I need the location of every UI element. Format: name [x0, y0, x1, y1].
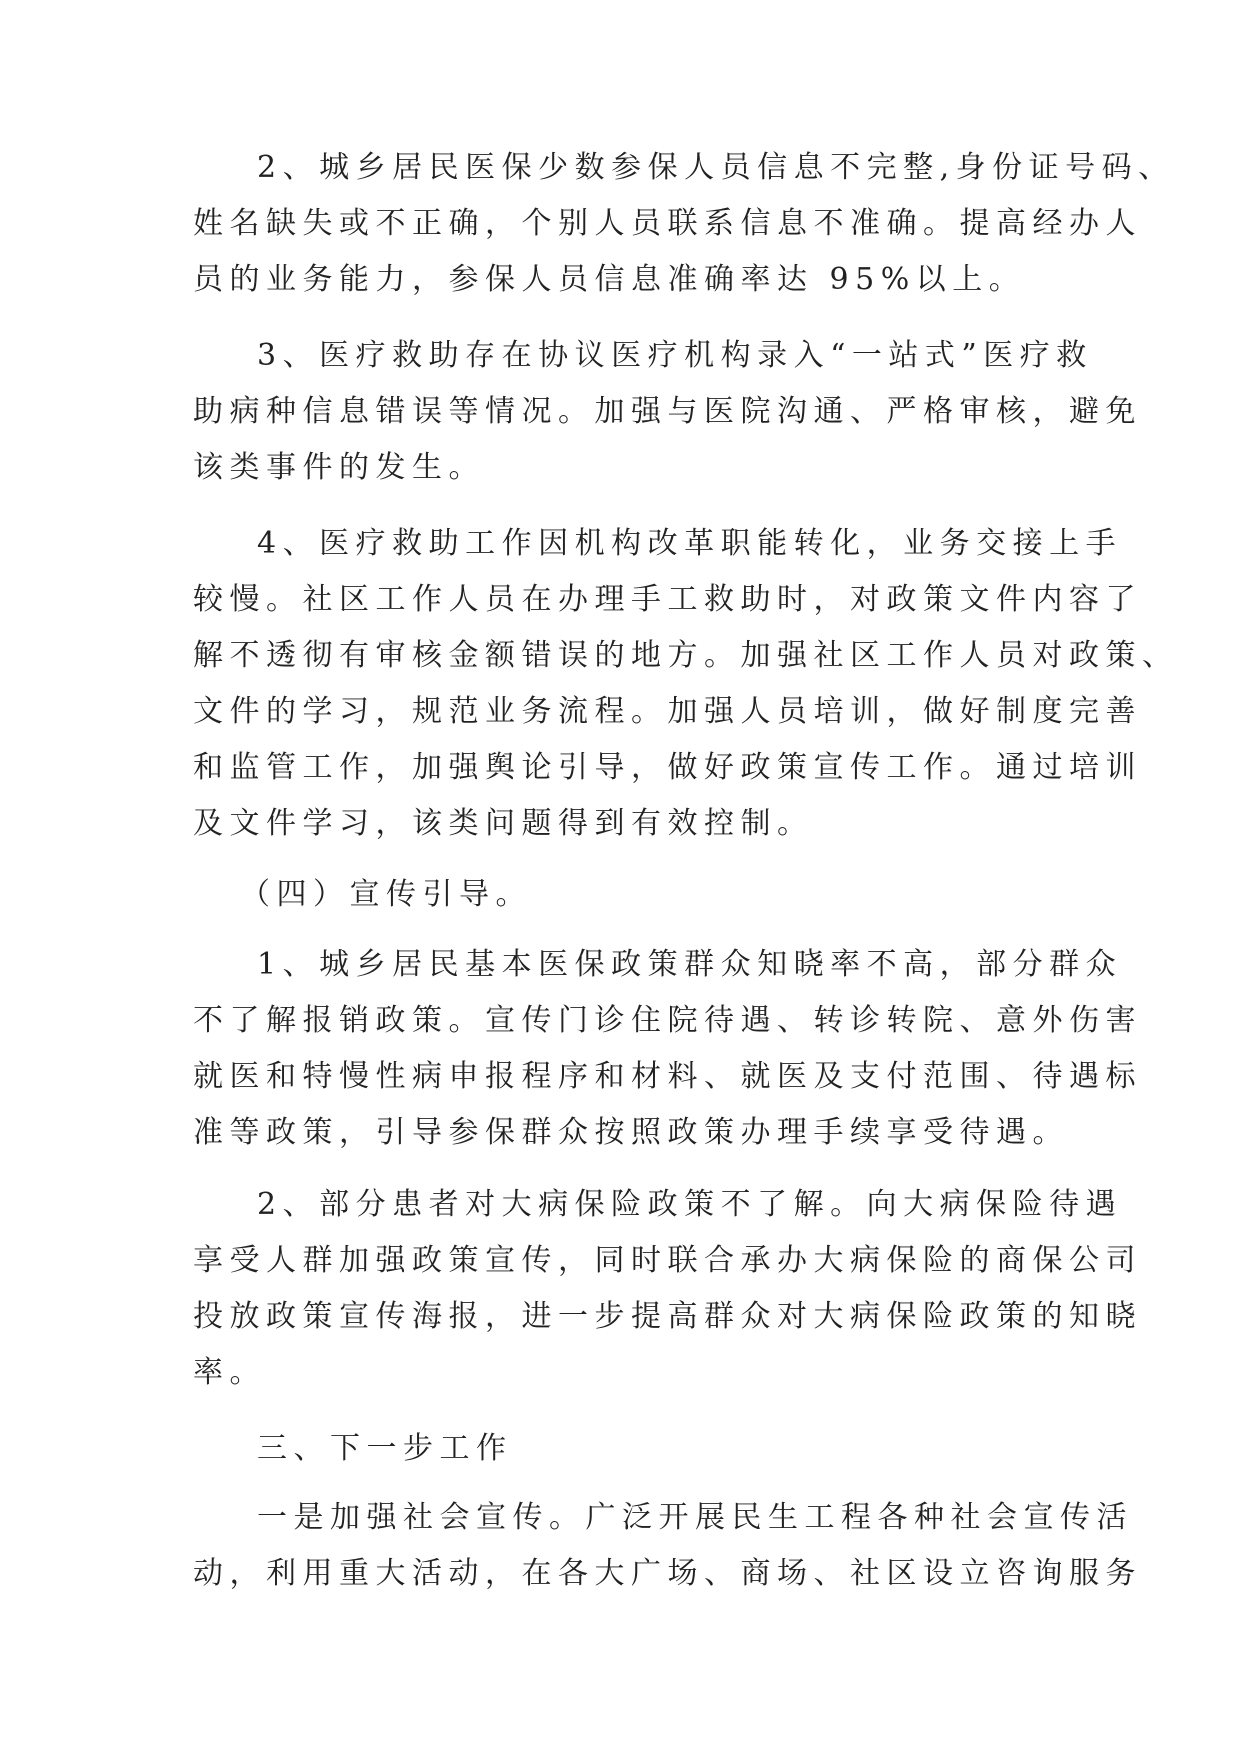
text-line: 动，利用重大活动，在各大广场、商场、社区设立咨询服务: [193, 1556, 1142, 1591]
text-line: 和监管工作，加强舆论引导，做好政策宣传工作。通过培训: [193, 750, 1142, 785]
text-line: 3、医疗救助存在协议医疗机构录入“一站式”医疗救: [257, 338, 1093, 373]
section-heading: 三、下一步工作: [257, 1431, 513, 1466]
section-heading: （四）宣传引导。: [240, 877, 532, 912]
text-line: 该类事件的发生。: [193, 450, 485, 485]
text-line: 准等政策，引导参保群众按照政策办理手续享受待遇。: [193, 1115, 1069, 1150]
text-line: 享受人群加强政策宣传，同时联合承办大病保险的商保公司: [193, 1243, 1142, 1278]
text-line: 率。: [193, 1355, 266, 1390]
text-line: 解不透彻有审核金额错误的地方。加强社区工作人员对政策、: [193, 638, 1179, 673]
text-line: 助病种信息错误等情况。加强与医院沟通、严格审核，避免: [193, 394, 1142, 429]
text-line: 一是加强社会宣传。广泛开展民生工程各种社会宣传活: [257, 1500, 1133, 1535]
text-line: 1、城乡居民基本医保政策群众知晓率不高，部分群众: [257, 947, 1123, 982]
text-line: 投放政策宣传海报，进一步提高群众对大病保险政策的知晓: [193, 1299, 1142, 1334]
text-line: 就医和特慢性病申报程序和材料、就医及支付范围、待遇标: [193, 1059, 1142, 1094]
text-line: 及文件学习，该类问题得到有效控制。: [193, 806, 814, 841]
text-line: 较慢。社区工作人员在办理手工救助时，对政策文件内容了: [193, 582, 1142, 617]
text-line: 姓名缺失或不正确，个别人员联系信息不准确。提高经办人: [193, 206, 1142, 241]
text-line: 不了解报销政策。宣传门诊住院待遇、转诊转院、意外伤害: [193, 1003, 1142, 1038]
text-line: 4、医疗救助工作因机构改革职能转化，业务交接上手: [257, 526, 1123, 561]
text-line: 文件的学习，规范业务流程。加强人员培训，做好制度完善: [193, 694, 1142, 729]
text-line: 2、部分患者对大病保险政策不了解。向大病保险待遇: [257, 1187, 1123, 1222]
text-line: 员的业务能力，参保人员信息准确率达 95%以上。: [193, 262, 1026, 297]
text-line: 2、城乡居民医保少数参保人员信息不完整,身份证号码、: [257, 150, 1175, 185]
